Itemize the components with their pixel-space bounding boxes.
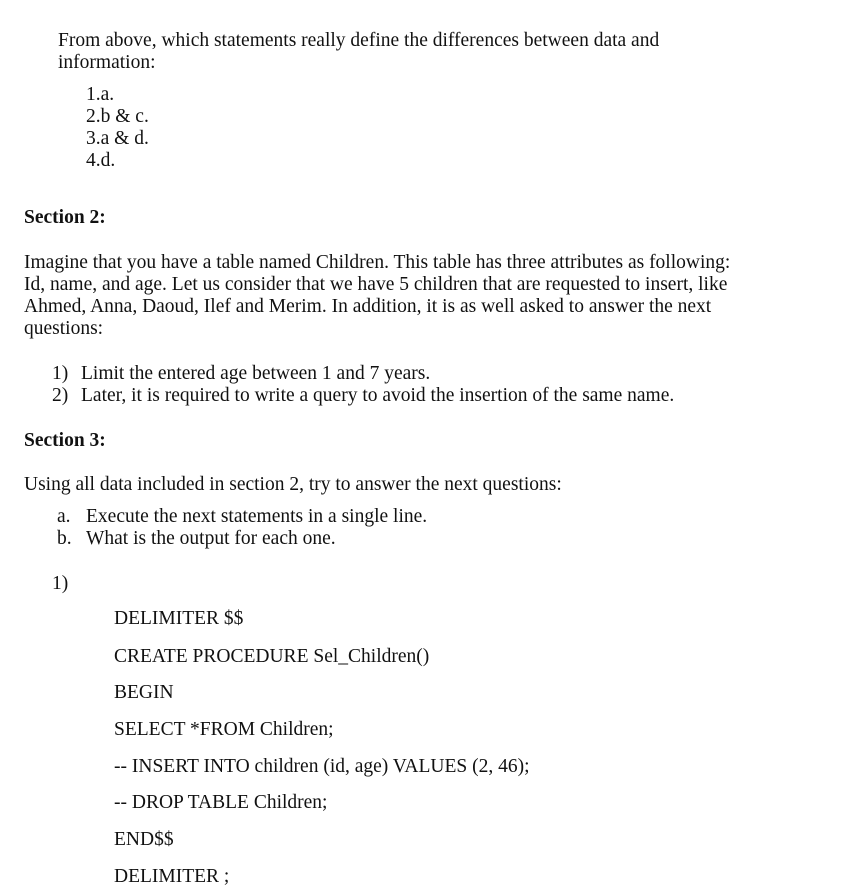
code-line: -- INSERT INTO children (id, age) VALUES (2, 46);	[114, 756, 530, 777]
item-text: What is the output for each one.	[86, 528, 336, 549]
code-line: CREATE PROCEDURE Sel_Children()	[114, 646, 430, 667]
section-2-heading: Section 2:	[24, 207, 106, 228]
item-letter: a.	[57, 506, 71, 527]
question-text	[58, 30, 659, 74]
code-line: SELECT *FROM Children;	[114, 719, 334, 740]
section-3-intro: Using all data included in section 2, try to answer the next questions:	[24, 474, 562, 495]
section-2-para-line-2: Id, name, and age. Let us consider that we have 5 children that are requested to insert, like	[24, 274, 728, 295]
item-number: 1)	[52, 363, 69, 384]
item-text: Execute the next statements in a single line.	[86, 506, 428, 527]
list-item	[52, 363, 674, 385]
section-2-paragraph	[24, 252, 730, 340]
item-text: Limit the entered age between 1 and 7 years.	[81, 363, 431, 384]
option-2: 2.b & c.	[86, 106, 149, 127]
section-2-list	[52, 363, 674, 407]
list-item	[57, 506, 427, 528]
option-3: 3.a & d.	[86, 128, 149, 149]
item-text: Later, it is required to write a query to avoid the insertion of the same name.	[81, 385, 675, 406]
option-1: 1.a.	[86, 84, 115, 105]
section-2-para-line-4: questions:	[24, 318, 104, 339]
option-4: 4.d.	[86, 150, 116, 171]
code-line: DELIMITER ;	[114, 866, 230, 887]
section-3-heading: Section 3:	[24, 430, 106, 451]
section-2-para-line-3: Ahmed, Anna, Daoud, Ilef and Merim. In addition, it is as well asked to answer the next	[24, 296, 712, 317]
question-line-1: From above, which statements really define the differences between data and	[58, 30, 660, 51]
sub-number: 1)	[52, 573, 69, 594]
item-number: 2)	[52, 385, 69, 406]
code-line: DELIMITER $$	[114, 608, 244, 629]
question-line-2: information:	[58, 52, 156, 73]
section-3-list	[57, 506, 427, 550]
code-line: -- DROP TABLE Children;	[114, 792, 328, 813]
list-item	[57, 528, 427, 550]
code-line: BEGIN	[114, 682, 174, 703]
list-item	[52, 385, 674, 407]
item-letter: b.	[57, 528, 72, 549]
answer-options	[86, 84, 149, 172]
code-line: END$$	[114, 829, 174, 850]
section-2-para-line-1: Imagine that you have a table named Children. This table has three attributes as following:	[24, 252, 731, 273]
